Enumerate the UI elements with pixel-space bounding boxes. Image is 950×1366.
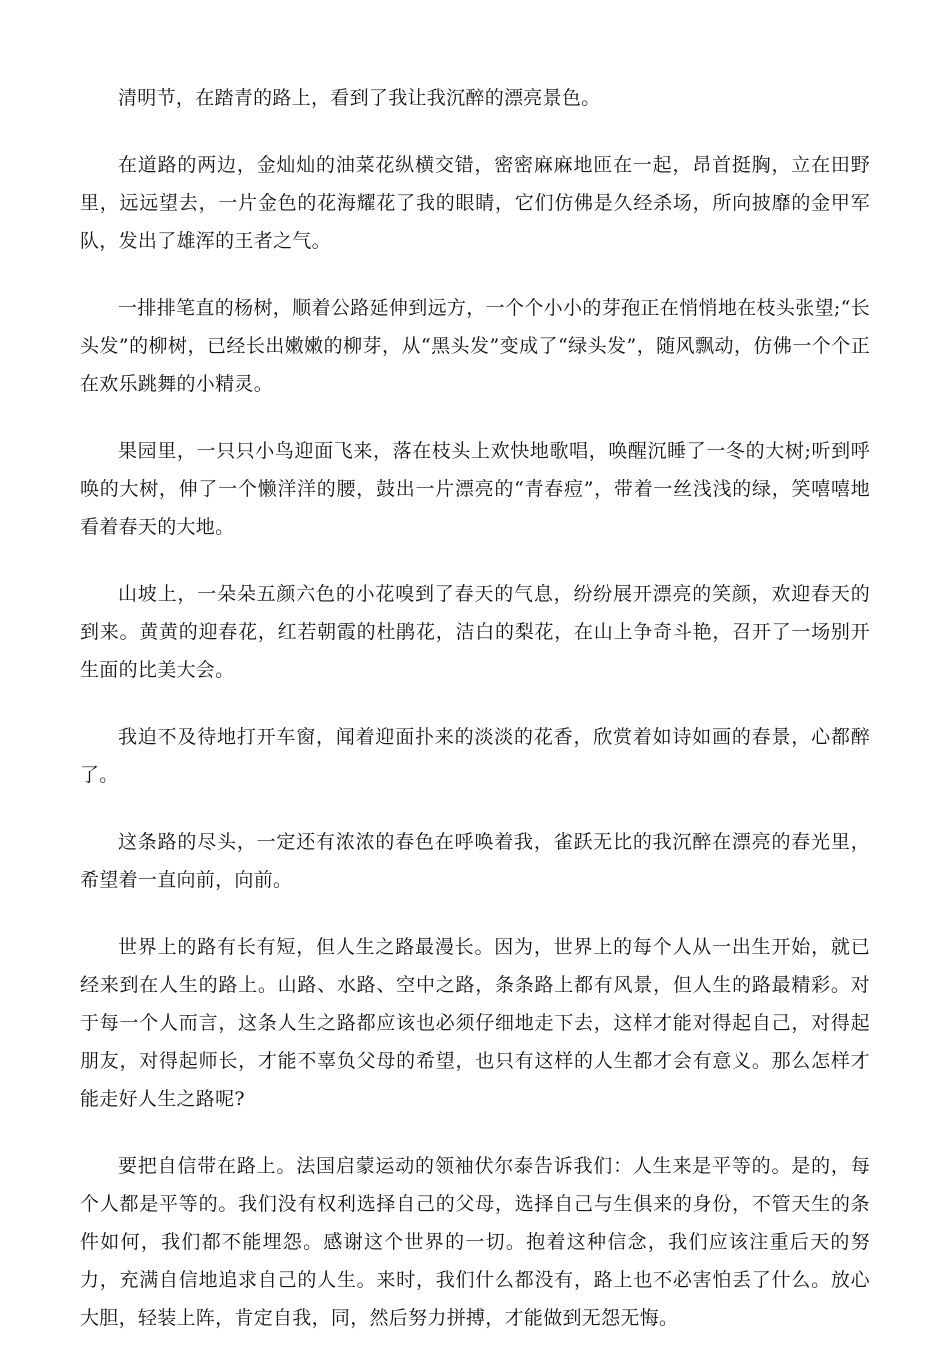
document-body: [80, 79, 870, 1366]
paragraph-2: 在道路的两边，金灿灿的油菜花纵横交错，密密麻麻地匝在一起，昂首挺胸，立在田野里，远远望去，一片金色的花海耀花了我的眼睛，它们仿佛是久经杀场，所向披靡的金甲军队，发出了雄浑的王者之气。: [80, 154, 870, 252]
paragraph-6: 我迫不及待地打开车窗，闻着迎面扑来的淡淡的花香，欣赏着如诗如画的春景，心都醉了。: [80, 726, 870, 786]
paragraph-4: 果园里，一只只小鸟迎面飞来，落在枝头上欢快地歌唱，唤醒沉睡了一冬的大树;听到呼唤的大树，伸了一个懒洋洋的腰，鼓出一片漂亮的“青春痘”，带着一丝浅浅的绿，笑嘻嘻地看着春天的大地。: [80, 440, 870, 538]
paragraph-7: 这条路的尽头，一定还有浓浓的春色在呼唤着我，雀跃无比的我沉醉在漂亮的春光里，希望着一直向前，向前。: [80, 831, 870, 891]
paragraph-8: 世界上的路有长有短，但人生之路最漫长。因为，世界上的每个人从一出生开始，就已经来到在人生的路上。山路、水路、空中之路，条条路上都有风景，但人生的路最精彩。对于每一个人而言，这条人生之路都应该也必须仔细地走下去，这样才能对得起自己，对得起朋友，对得起师长，才能不辜负父母的希望，也只有这样的人生都才会有意义。那么怎样才能走好人生之路呢?: [80, 936, 870, 1110]
paragraph-5: 山坡上，一朵朵五颜六色的小花嗅到了春天的气息，纷纷展开漂亮的笑颜，欢迎春天的到来。黄黄的迎春花，红若朝霞的杜鹃花，洁白的梨花，在山上争奇斗艳，召开了一场别开生面的比美大会。: [80, 583, 870, 681]
paragraph-9: 要把自信带在路上。法国启蒙运动的领袖伏尔泰告诉我们：人生来是平等的。是的，每个人都是平等的。我们没有权利选择自己的父母，选择自己与生俱来的身份，不管天生的条件如何，我们都不能埋怨。感谢这个世界的一切。抱着这种信念，我们应该注重后天的努力，充满自信地追求自己的人生。来时，我们什么都没有，路上也不必害怕丢了什么。放心大胆，轻装上阵，肯定自我，同，然后努力拼搏，才能做到无怨无悔。: [80, 1155, 870, 1329]
paragraph-3: 一排排笔直的杨树，顺着公路延伸到远方，一个个小小的芽孢正在悄悄地在枝头张望;“长头发”的柳树，已经长出嫩嫩的柳芽，从“黑头发”变成了“绿头发”，随风飘动，仿佛一个个正在欢乐跳舞的小精灵。: [80, 297, 870, 395]
paragraph-1: 清明节，在踏青的路上，看到了我让我沉醉的漂亮景色。: [118, 87, 601, 109]
